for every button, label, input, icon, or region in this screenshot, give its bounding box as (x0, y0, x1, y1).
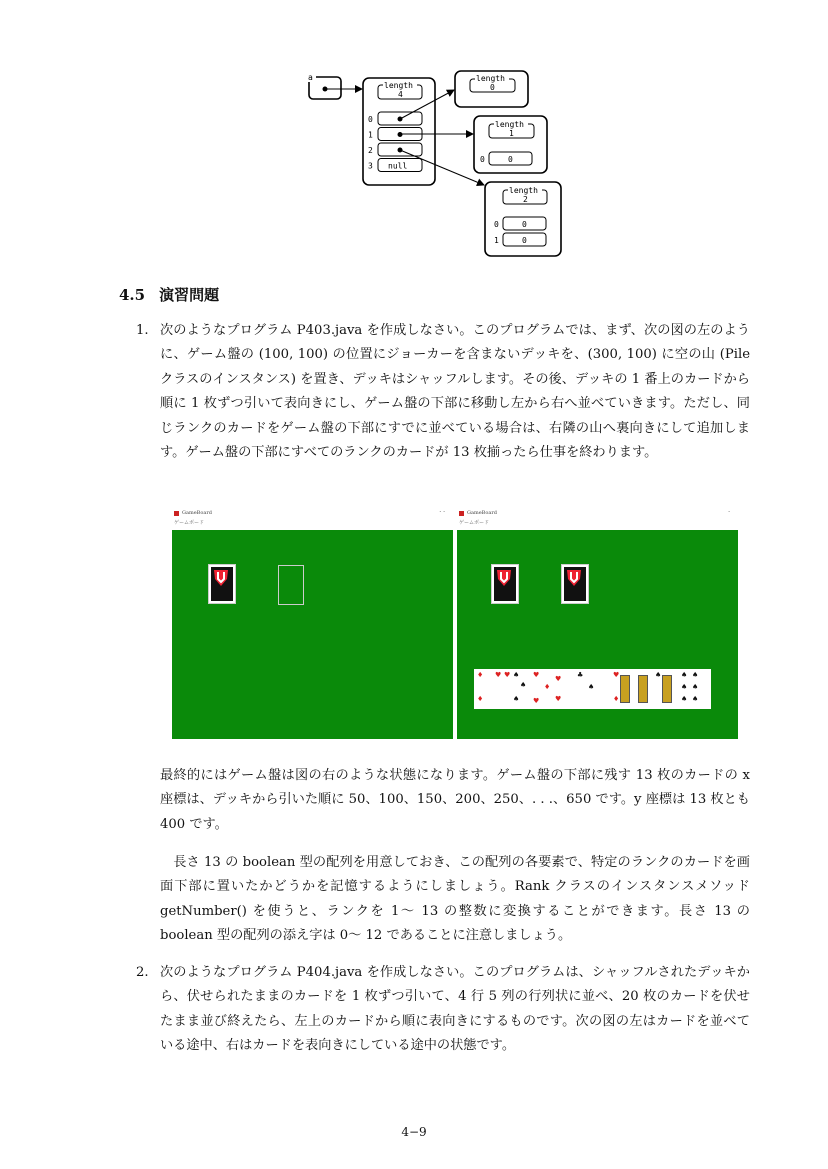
right-window (457, 509, 738, 739)
card: ♦ ♦ (474, 669, 506, 709)
array-1-length-label: length (495, 120, 524, 129)
outer-array-index: 1 (368, 130, 373, 140)
menu-bar: ゲームボード (459, 520, 490, 526)
window-title: GameBoard (182, 510, 212, 516)
window-controls-icon: · · (439, 509, 445, 516)
section-heading (119, 284, 219, 305)
array-2-length-label: length (509, 186, 538, 195)
array-2-length-value: 2 (523, 195, 528, 204)
card: ♣ ♠ (574, 669, 606, 709)
array-2-value-1: 0 (522, 236, 527, 245)
variable-name: a (308, 73, 313, 82)
section-title: 演習問題 (159, 286, 220, 304)
deck-card-back (491, 564, 519, 604)
array-0-length-value: 0 (490, 83, 495, 92)
pile-card-back (561, 564, 589, 604)
window-title: GameBoard (467, 510, 497, 516)
item-1-paragraph-2: 最終的にはゲーム盤は図の右のような状態になります。ゲーム盤の下部に残す 13 枚のカードの x 座標は、デッキから引いた順に 50、100、150、200、250、. . .、650 です。y 座標は 13 枚とも 400 です。 (160, 768, 750, 832)
deck-card-back (208, 564, 236, 604)
game-board (172, 530, 453, 739)
section-number: 4.5 (119, 286, 146, 304)
face-up-card-row (474, 669, 711, 709)
card: ♥ ♦ (610, 669, 642, 709)
window-controls-icon: · (728, 509, 730, 516)
item-2-number: 2. (136, 965, 149, 980)
game-board (457, 530, 738, 739)
menu-bar: ゲームボード (174, 520, 205, 526)
array-2-index-1: 1 (494, 236, 499, 245)
array-1-index: 0 (480, 155, 485, 164)
array-0-length-label: length (476, 74, 505, 83)
item-1-paragraph-1: 次のようなプログラム P403.java を作成しなさい。このプログラムでは、まず、次の図の左のように、ゲーム盤の (100, 100) の位置にジョーカーを含まないデッキを、(300, 100) に空の山 (Pile クラスのインスタンス) を置き、デッキはシャッフルします。その後、デッキの 1 番上のカードから順に 1 枚ずつ引いて表向きにし、ゲーム盤の下部に移動し左から右へ並べていきます。ただし、同じランクのカードをゲーム盤の下部にすでに並べている場合は、右隣の山へ裏向きにして追加します。ゲーム盤の下部にすべてのランクのカードが 13 枚揃ったら仕事を終わります。 (160, 323, 750, 461)
array-2-value-0: 0 (522, 220, 527, 229)
outer-array-index: 0 (368, 115, 373, 124)
array-2-index-0: 0 (494, 220, 499, 229)
card: ♥ ♥ (552, 669, 584, 709)
array-1-value: 0 (508, 155, 513, 164)
item-1-number: 1. (136, 323, 149, 338)
outer-length-value: 4 (398, 90, 403, 99)
empty-pile (278, 565, 304, 605)
outer-array-index: 2 (368, 146, 373, 155)
item-1-paragraph-3: 長さ 13 の boolean 型の配列を用意しておき、この配列の各要素で、特定のランクのカードを画面下部に置いたかどうかを記憶するようにしましょう。Rank クラスのインスタンスメソッド getNumber() を使うと、ランクを 1～ 13 の整数に変換することができます。長さ 13 の boolean 型の配列の添え字は 0～ 12 であることに注意しましょう。 (160, 855, 750, 944)
card: ♠ (652, 669, 684, 709)
left-window (172, 509, 453, 739)
outer-array-index: 3 (368, 161, 373, 171)
page-number: 4−9 (401, 1125, 427, 1139)
card: ♥ ♥ (492, 669, 524, 709)
deck-logo-icon (213, 569, 229, 587)
outer-length-label: length (384, 81, 413, 90)
array-1-length-value: 1 (509, 129, 514, 138)
card: ♥ ♦ ♥ (530, 669, 562, 709)
card: ♠ ♠ ♠ (510, 669, 542, 709)
app-icon (174, 511, 179, 516)
item-2-paragraph-1: 次のようなプログラム P404.java を作成しなさい。このプログラムは、シャッフルされたデッキから、伏せられたままのカードを 1 枚ずつ引いて、4 行 5 列の行列状に並べ、20 枚のカードを伏せたまま並び終えたら、左上のカードから順に表向きにするものです。次の図の左はカードを並べている途中、右はカードを表向きにしている途中の状態です。 (160, 965, 750, 1054)
array-diagram (300, 66, 570, 261)
app-icon (459, 511, 464, 516)
pile-logo-icon (566, 569, 582, 587)
deck-logo-icon (496, 569, 512, 587)
outer-array-null: null (388, 161, 408, 171)
card: ♠ ♠ ♠ ♠ ♠ ♠ (678, 669, 710, 709)
